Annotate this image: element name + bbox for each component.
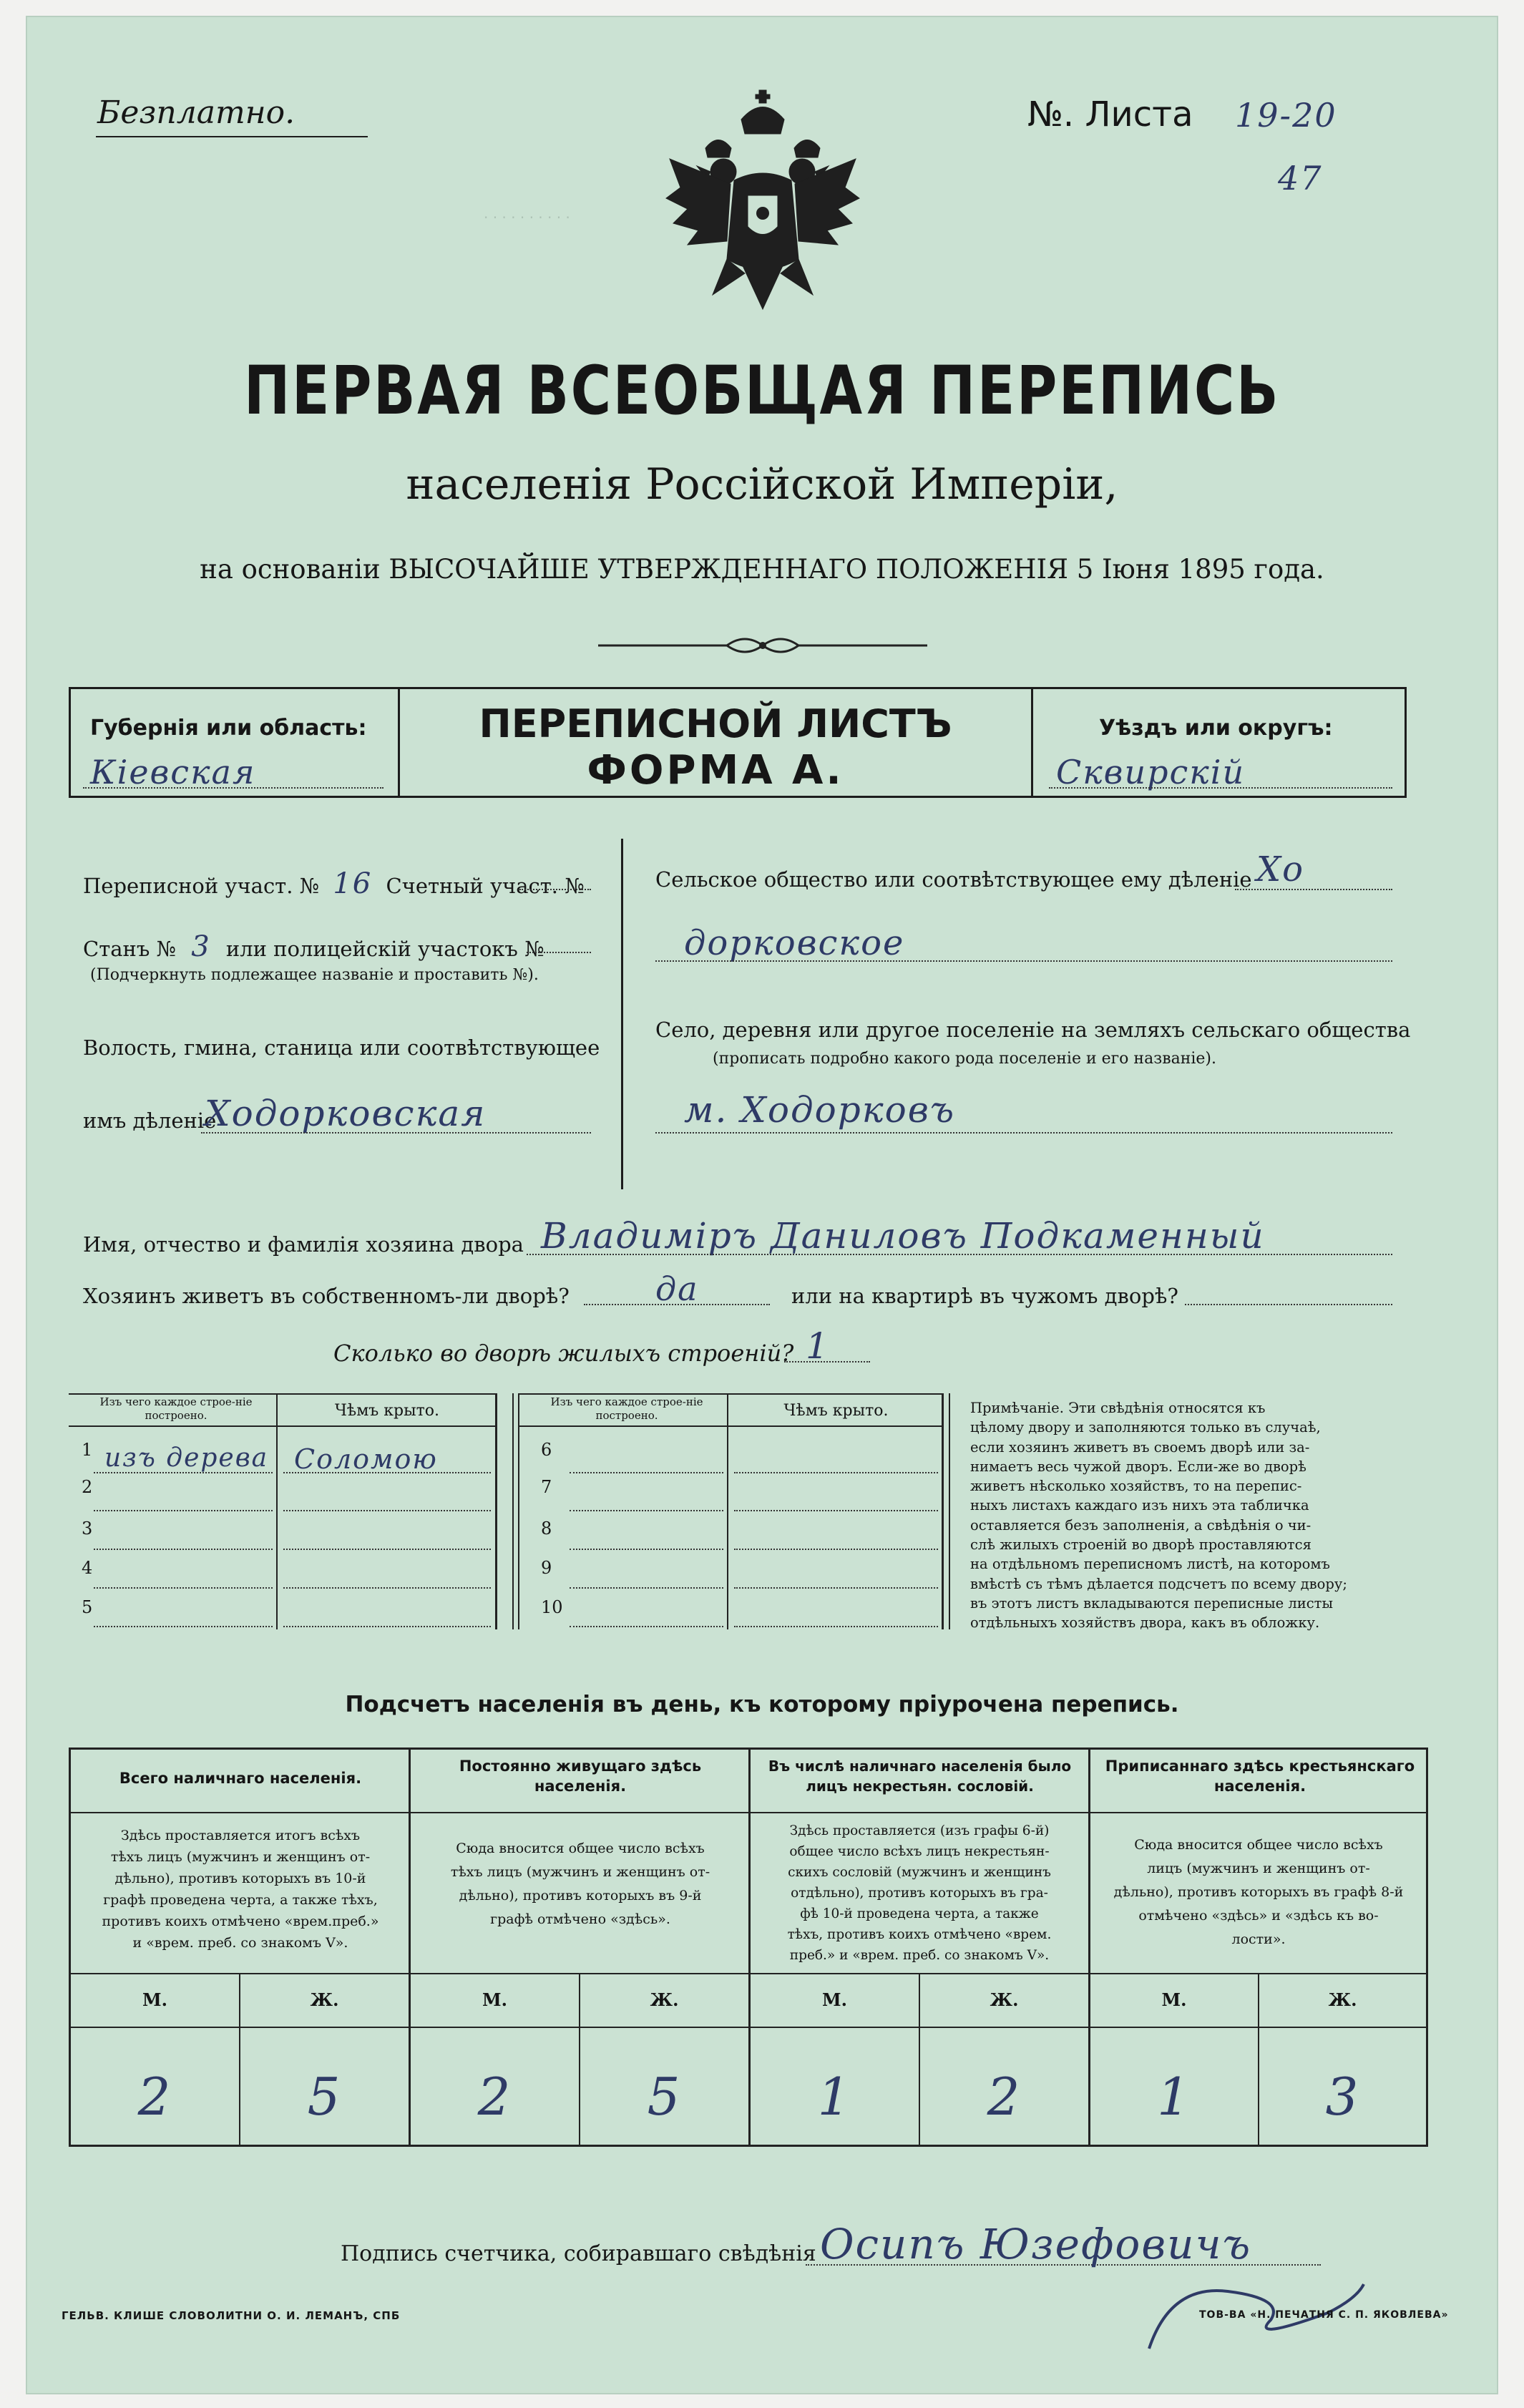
value-female: 5 — [307, 2067, 342, 2127]
btable-row-number: 6 — [541, 1440, 552, 1460]
blocks-divider — [621, 839, 623, 1189]
btable-row-line — [734, 1587, 938, 1589]
btable-right-col1-header: Изъ чего каждое строе-ніе построено. — [550, 1395, 703, 1422]
note-line: живетъ нѣсколько хозяйствъ, то на перепис- — [970, 1478, 1302, 1495]
btable-row-line — [734, 1510, 938, 1511]
btable-row-line — [94, 1626, 273, 1627]
value-male: 2 — [477, 2067, 512, 2127]
btable-left-top — [69, 1393, 495, 1395]
society-value-1: Хо — [1256, 849, 1305, 889]
btable-row-line — [94, 1510, 273, 1511]
guberniya-value: Кіевская — [90, 753, 256, 791]
count-area-line — [519, 889, 591, 890]
form-bottom-rule — [69, 796, 1407, 798]
volost-value: Ходорковская — [205, 1093, 487, 1134]
btable-row-line — [734, 1472, 938, 1473]
desc-line: противъ коихъ отмѣчено «врем.преб.» — [102, 1914, 379, 1929]
female-label: Ж. — [1328, 1989, 1357, 2010]
police-label: или полицейскій участокъ № — [225, 937, 544, 961]
volost-label: Волость, гмина, станица или соотвѣтствующее — [83, 1035, 600, 1060]
btable-sep-1 — [512, 1393, 514, 1629]
uezd-label: Уѣздъ или округъ: — [1099, 716, 1333, 741]
own-yard-label: Хозяинъ живетъ въ собственномъ-ли дворѣ? — [83, 1284, 570, 1308]
btable-row-line — [570, 1549, 723, 1550]
note-line: цѣлому двору и заполняются только въ случаѣ, — [970, 1419, 1321, 1436]
police-line — [527, 952, 591, 953]
btable-row-number: 10 — [541, 1597, 563, 1617]
desc-line: дѣльно), противъ которыхъ въ 9-й — [459, 1888, 702, 1904]
note-line: вмѣстѣ съ тѣмъ дѣлается подсчетъ по всему двору; — [970, 1575, 1347, 1592]
guberniya-line — [83, 787, 384, 789]
male-label: М. — [1161, 1989, 1187, 2010]
value-male: 1 — [1157, 2067, 1191, 2127]
btable-note-rule — [949, 1393, 950, 1629]
village-value: м. Ходорковъ — [684, 1089, 956, 1131]
btable-row-line — [283, 1626, 491, 1627]
value-female: 2 — [987, 2067, 1022, 2127]
buildings-line — [784, 1361, 870, 1363]
desc-line: Сюда вносится общее число всѣхъ — [1134, 1837, 1383, 1853]
guberniya-label: Губернія или область: — [90, 716, 367, 741]
buildings-note — [970, 1398, 1392, 1633]
desc-line: общее число всѣхъ лицъ некрестьян- — [789, 1844, 1050, 1859]
btable-row-line — [283, 1510, 491, 1511]
male-label: М. — [482, 1989, 507, 2010]
btable-row-line — [283, 1549, 491, 1550]
stan-value: 3 — [191, 930, 211, 963]
owner-name-label: Имя, отчество и фамилія хозяина двора — [83, 1232, 524, 1257]
form-center-title: ПЕРЕПИСНОЙ ЛИСТЪ — [479, 701, 952, 746]
page-title: ПЕРВАЯ ВСЕОБЩАЯ ПЕРЕПИСЬ — [243, 352, 1281, 430]
legal-basis: на основаніи ВЫСОЧАЙШЕ УТВЕРЖДЕННАГО ПОЛОЖЕНІЯ 5 Іюня 1895 года. — [200, 554, 1324, 585]
note-line: ныхъ листахъ каждаго изъ нихъ эта табличка — [970, 1497, 1309, 1514]
note-line: на отдѣльномъ переписномъ листѣ, на которомъ — [970, 1556, 1330, 1573]
imperial-eagle-emblem — [655, 80, 870, 323]
btable-row-line — [570, 1510, 723, 1511]
volost-line — [201, 1132, 591, 1134]
btable-left-mid — [276, 1393, 278, 1629]
rent-line — [1185, 1304, 1392, 1305]
buildings-value: 1 — [806, 1325, 830, 1367]
note-line: если хозяинъ живетъ въ своемъ дворѣ или за- — [970, 1438, 1310, 1456]
desc-line: преб.» и «врем. преб. со знакомъ V». — [789, 1948, 1050, 1963]
desc-line: дѣльно), противъ которыхъ въ графѣ 8-й — [1113, 1884, 1404, 1900]
village-line — [655, 1132, 1392, 1134]
btable-row-line — [570, 1626, 723, 1627]
btable-row-number: 4 — [82, 1558, 93, 1578]
btable-row-number: 2 — [82, 1477, 93, 1497]
btable-sep-2 — [518, 1393, 519, 1629]
desc-line: Здѣсь проставляется итогъ всѣхъ — [120, 1828, 361, 1843]
desc-line: лицъ (мужчинъ и женщинъ от- — [1147, 1861, 1370, 1876]
btable-row-line — [94, 1587, 273, 1589]
value-male: 1 — [817, 2067, 852, 2127]
signature-label: Подпись счетчика, собиравшаго свѣдѣнія — [341, 2241, 816, 2266]
owner-name-value: Владиміръ Даниловъ Подкаменный — [541, 1215, 1265, 1257]
note-line: въ этотъ листъ вкладываются переписные листы — [970, 1594, 1333, 1612]
form-divider-2 — [1031, 687, 1033, 798]
society-value-2: дорковское — [684, 923, 905, 963]
population-heading: Подсчетъ населенія въ день, къ которому пріурочена перепись. — [345, 1692, 1179, 1717]
ptable-col-desc — [416, 1837, 745, 1931]
free-underline — [96, 136, 368, 137]
sheet-no-extra: 47 — [1278, 159, 1323, 198]
btable-right-mid — [727, 1393, 728, 1629]
btable-row-number: 1 — [82, 1440, 93, 1460]
sheet-no-label: №. Листа — [1027, 94, 1193, 135]
signature-value: Осипъ Юзефовичъ — [820, 2220, 1252, 2268]
society-label: Сельское общество или соотвѣтствующее ему дѣленіе — [655, 867, 1252, 892]
form-left-rule — [69, 687, 71, 798]
value-female: 3 — [1325, 2067, 1360, 2127]
female-label: Ж. — [650, 1989, 679, 2010]
desc-line: отмѣчено «здѣсь» и «здѣсь къ во- — [1138, 1908, 1379, 1924]
male-label: М. — [822, 1989, 847, 2010]
village-note: (прописать подробно какого рода поселеніе и его названіе). — [713, 1050, 1216, 1068]
desc-line: лости». — [1231, 1931, 1286, 1947]
ptable-col-title: Приписаннаго здѣсь крестьянскаго населенія. — [1105, 1758, 1415, 1795]
form-right-rule — [1405, 687, 1407, 798]
form-top-rule — [69, 687, 1407, 689]
btable-row-number: 5 — [82, 1597, 93, 1617]
rent-label: или на квартирѣ въ чужомъ дворѣ? — [791, 1284, 1178, 1308]
own-yard-line — [584, 1304, 770, 1305]
value-female: 5 — [647, 2067, 682, 2127]
btable-right-head-rule — [518, 1425, 942, 1427]
footer-left: ГЕЛЬВ. КЛИШЕ СЛОВОЛИТНИ О. И. ЛЕМАНЪ, СПБ — [62, 2309, 401, 2322]
desc-line: тѣхъ, противъ коихъ отмѣчено «врем. — [787, 1927, 1052, 1942]
desc-line: графѣ проведена черта, а также тѣхъ, — [103, 1892, 378, 1908]
stan-label: Станъ № — [83, 937, 176, 961]
ptable-col-title: Постоянно живущаго здѣсь населенія. — [459, 1758, 702, 1795]
ptable-col-title: Въ числѣ наличнаго населенія было лицъ некрестьян. сословій. — [768, 1758, 1072, 1795]
census-area-row — [83, 867, 585, 900]
male-label: М. — [142, 1989, 167, 2010]
note-line: отдѣльныхъ хозяйствъ двора, какъ въ обложку. — [970, 1614, 1320, 1632]
ptable-col-desc — [754, 1820, 1085, 1966]
btable-row-line — [734, 1626, 938, 1627]
desc-line: Здѣсь проставляется (изъ графы 6-й) — [789, 1823, 1050, 1838]
female-label: Ж. — [990, 1989, 1019, 2010]
desc-line: тѣхъ лицъ (мужчинъ и женщинъ от- — [450, 1864, 710, 1880]
uezd-value: Сквирскій — [1056, 753, 1246, 791]
desc-line: тѣхъ лицъ (мужчинъ и женщинъ от- — [110, 1849, 371, 1865]
btable-left-right — [495, 1393, 497, 1629]
stan-row — [83, 930, 544, 963]
own-yard-value: да — [655, 1269, 699, 1308]
btable-row-line — [94, 1472, 273, 1473]
ptable-col-desc — [1094, 1833, 1423, 1951]
census-area-label: Переписной участ. № — [83, 874, 320, 898]
free-label: Безплатно. — [97, 94, 295, 131]
btable-row-number: 8 — [541, 1519, 552, 1539]
btable-row-roof: Соломою — [294, 1443, 438, 1475]
btable-right-top — [518, 1393, 942, 1395]
village-label: Село, деревня или другое поселеніе на земляхъ сельскаго общества — [655, 1018, 1411, 1042]
btable-row-line — [283, 1587, 491, 1589]
btable-right-col2-header: Чѣмъ крыто. — [783, 1402, 889, 1420]
btable-row-line — [283, 1472, 491, 1473]
volost-label-2: имъ дѣленіе — [83, 1108, 217, 1133]
uezd-line — [1049, 787, 1392, 789]
btable-row-line — [94, 1549, 273, 1550]
desc-line: и «врем. преб. со знакомъ V». — [132, 1935, 348, 1951]
btable-row-number: 3 — [82, 1519, 93, 1539]
note-line: нимаетъ весь чужой дворъ. Если-же во дворѣ — [970, 1458, 1306, 1475]
ptable-col-desc — [76, 1825, 405, 1954]
form-center-form: ФОРМА А. — [587, 747, 844, 794]
btable-row-number: 9 — [541, 1558, 552, 1578]
ptable-vrule — [1426, 1747, 1428, 2147]
stan-note: (Подчеркнуть подлежащее названіе и проставить №). — [90, 966, 539, 984]
desc-line: скихъ сословій (мужчинъ и женщинъ — [788, 1865, 1051, 1880]
ptable-col-title: Всего наличнаго населенія. — [119, 1770, 362, 1787]
census-sheet — [26, 16, 1498, 2394]
value-male: 2 — [137, 2067, 172, 2127]
bleed-through: · · · · · · · · · · — [484, 209, 570, 226]
note-line: Примѣчаніе. Эти свѣдѣнія относятся къ — [970, 1400, 1266, 1416]
count-area-label: Счетный участ. № — [386, 874, 585, 898]
btable-row-line — [570, 1587, 723, 1589]
desc-line: Сюда вносится общее число всѣхъ — [456, 1841, 705, 1856]
btable-right-right — [942, 1393, 944, 1629]
ornament-divider — [598, 631, 927, 660]
note-line: слѣ жилыхъ строеній во дворѣ проставляются — [970, 1536, 1311, 1554]
census-area-value: 16 — [333, 867, 373, 900]
female-label: Ж. — [310, 1989, 339, 2010]
note-line: оставляется безъ заполненія, а свѣдѣнія о чи- — [970, 1516, 1311, 1534]
btable-row-line — [570, 1472, 723, 1473]
page-subtitle: населенія Россійской Имперіи, — [406, 459, 1118, 510]
desc-line: графѣ отмѣчено «здѣсь». — [490, 1911, 670, 1927]
btable-left-col1-header: Изъ чего каждое строе-ніе построено. — [99, 1395, 253, 1422]
desc-line: дѣльно), противъ которыхъ въ 10-й — [114, 1871, 366, 1886]
btable-row-material: изъ дерева — [104, 1443, 269, 1473]
desc-line: фѣ 10-й проведена черта, а также — [800, 1906, 1039, 1921]
buildings-label: Сколько во дворѣ жилыхъ строеній? — [333, 1340, 794, 1367]
desc-line: отдѣльно), противъ которыхъ въ гра- — [791, 1886, 1048, 1901]
btable-row-number: 7 — [541, 1477, 552, 1497]
btable-row-line — [734, 1549, 938, 1550]
society-line-2 — [655, 960, 1392, 962]
btable-left-col2-header: Чѣмъ крыто. — [334, 1402, 440, 1420]
sheet-no-value: 19-20 — [1235, 96, 1337, 135]
owner-name-line — [527, 1254, 1392, 1255]
footer-right: ТОВ-ВА «Н. ПЕЧАТНЯ С. П. ЯКОВЛЕВА» — [1199, 2309, 1449, 2321]
btable-left-head-rule — [69, 1425, 495, 1427]
